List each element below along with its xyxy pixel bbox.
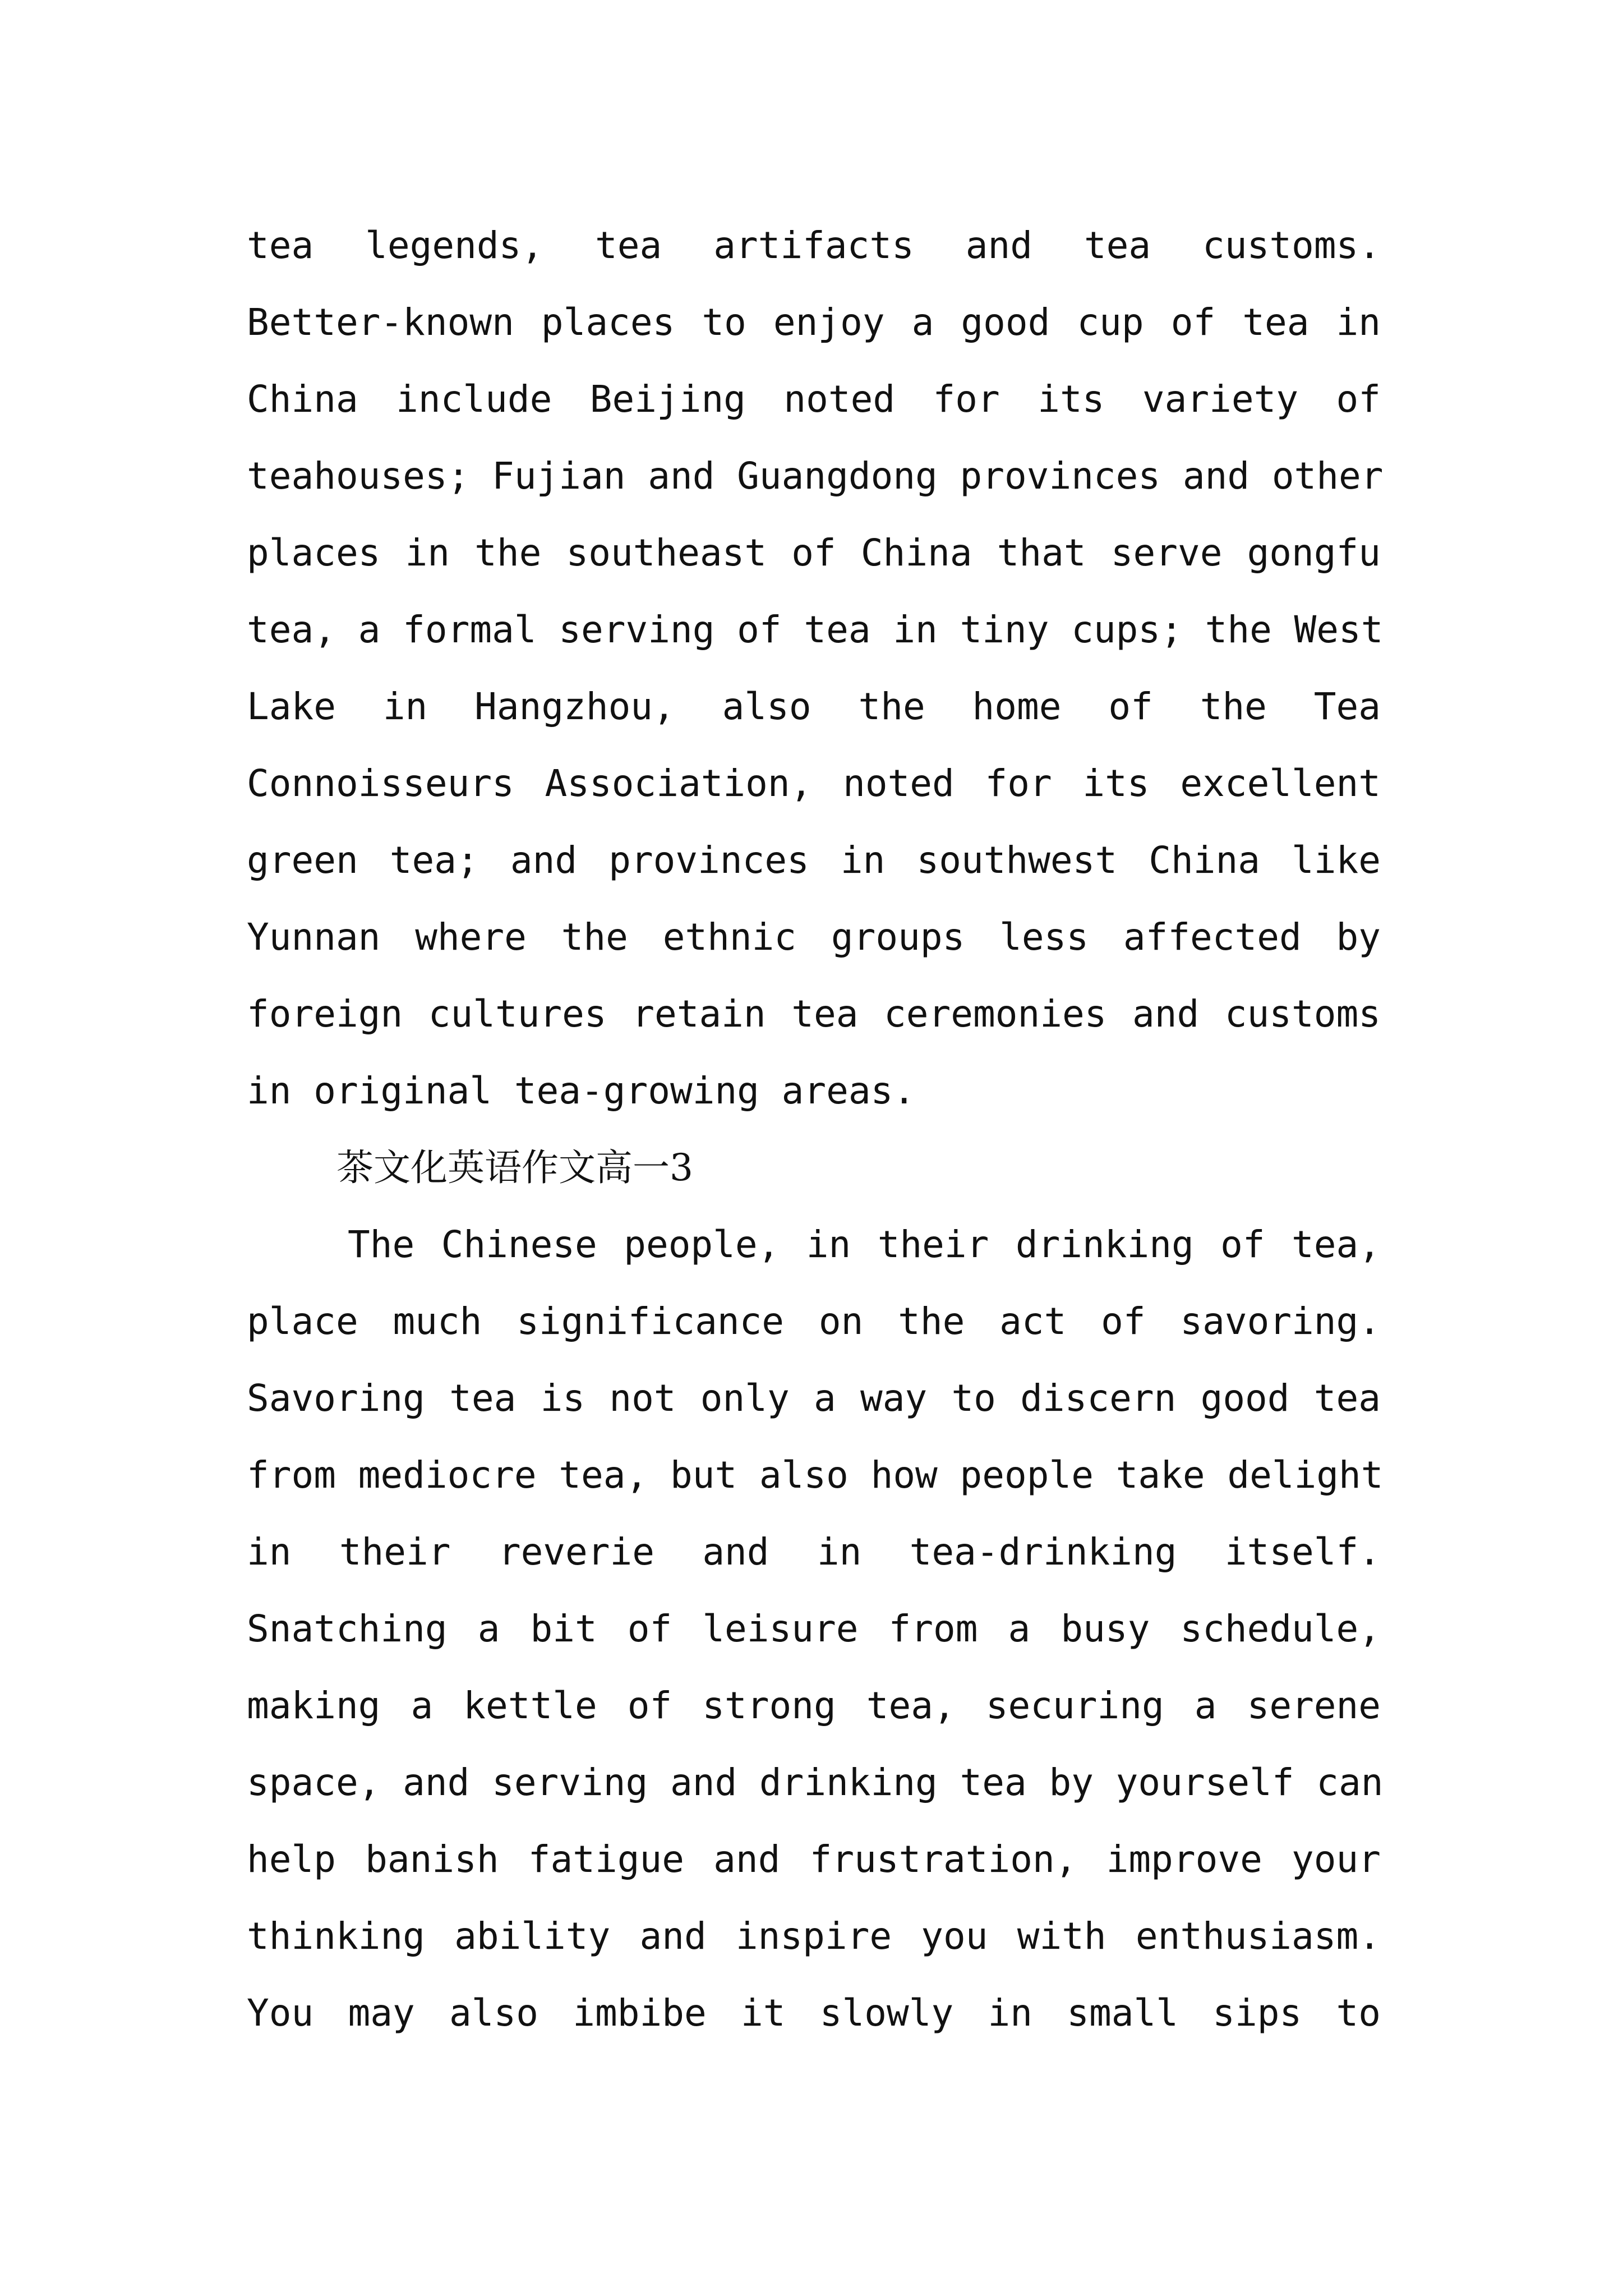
text-line: in original tea-growing areas.	[247, 1069, 916, 1112]
text-line: Lake in Hangzhou, also the home of the Tea	[247, 685, 1381, 728]
text-line: place much significance on the act of savoring.	[247, 1300, 1381, 1343]
text-line: Snatching a bit of leisure from a busy schedule,	[247, 1607, 1381, 1650]
text-line: foreign cultures retain tea ceremonies and customs	[247, 992, 1381, 1036]
text-line: thinking ability and inspire you with enthusiasm.	[247, 1915, 1381, 1958]
text-line: tea, a formal serving of tea in tiny cups; the West	[247, 608, 1384, 651]
text-line: tea legends, tea artifacts and tea customs.	[247, 224, 1381, 267]
text-line: The Chinese people, in their drinking of tea,	[348, 1223, 1381, 1266]
text-line: places in the southeast of China that serve gongfu	[247, 531, 1381, 574]
text-line: space, and serving and drinking tea by yourself can	[247, 1761, 1384, 1804]
text-line: green tea; and provinces in southwest China like	[247, 839, 1381, 882]
text-line: Better-known places to enjoy a good cup of tea in	[247, 301, 1381, 344]
text-line: China include Beijing noted for its variety of	[247, 378, 1381, 421]
text-line: You may also imbibe it slowly in small sips to	[247, 1991, 1381, 2035]
text-line: Savoring tea is not only a way to discern good tea	[247, 1377, 1381, 1420]
text-line: teahouses; Fujian and Guangdong provinces and other	[247, 454, 1384, 498]
section-heading: 茶文化英语作文高一3	[336, 1146, 693, 1189]
text-line: Connoisseurs Association, noted for its excellent	[247, 762, 1381, 805]
text-line: making a kettle of strong tea, securing a serene	[247, 1684, 1381, 1727]
text-line: Yunnan where the ethnic groups less affected by	[247, 915, 1381, 959]
text-line: help banish fatigue and frustration, improve your	[247, 1838, 1381, 1881]
text-line: from mediocre tea, but also how people take delight	[247, 1453, 1384, 1497]
text-line: in their reverie and in tea-drinking itself.	[247, 1530, 1381, 1573]
